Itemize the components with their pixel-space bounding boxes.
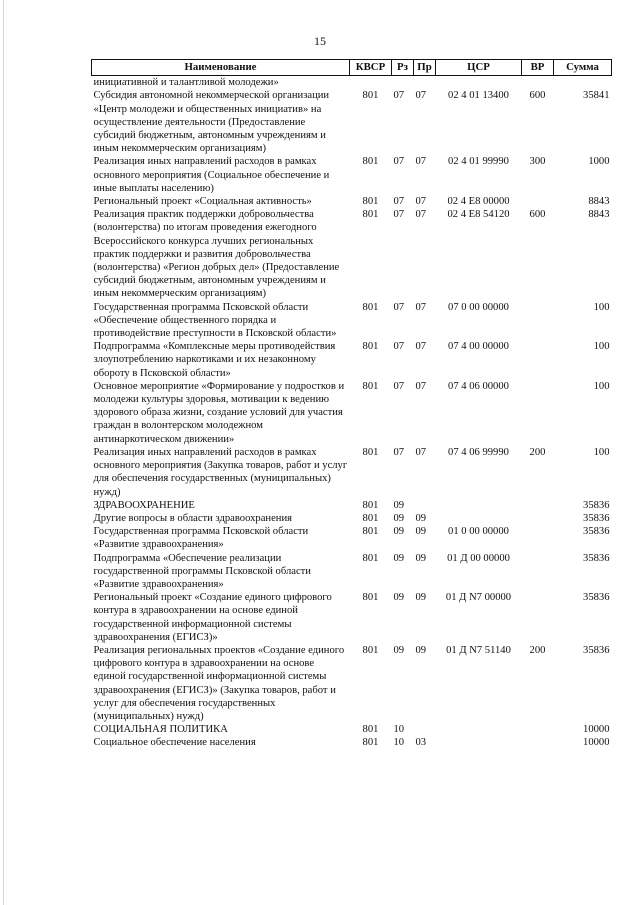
- row-sum: 35836: [583, 644, 610, 656]
- row-pr: 07: [415, 341, 427, 353]
- row-rz: 07: [393, 301, 405, 313]
- table-row: [92, 736, 612, 749]
- row-pr: 03: [415, 737, 427, 749]
- row-name: Подпрограмма «Комплексные меры противодействия злоупотреблению наркотиками и их незаконному обороту в Псковской области»: [93, 341, 336, 379]
- row-name: Социальное обеспечение населения: [93, 737, 256, 749]
- table-row: [92, 89, 612, 155]
- row-vr: [522, 340, 554, 380]
- row-sum: 10000: [583, 737, 610, 749]
- row-kvsr: 801: [362, 380, 379, 392]
- row-pr: 09: [415, 552, 427, 564]
- row-rz: 07: [393, 196, 405, 208]
- row-name: Реализация практик поддержки добровольчества (волонтерства) по итогам проведения ежегодного Всероссийского конкурса лучших региональных практик поддержки и развития добровольчества (волонтерства) «Регион добрых дел» (Предоставление субсидий бюджетным, автономным учреждениям и иным некоммерческим организациям): [93, 209, 340, 300]
- row-csr: 02 4 E8 54120: [447, 209, 510, 221]
- row-csr: 07 4 00 00000: [448, 341, 509, 353]
- row-vr: [522, 591, 554, 644]
- row-vr: [522, 723, 554, 736]
- row-csr: 01 Д 00 00000: [447, 552, 510, 564]
- row-rz: 09: [393, 592, 405, 604]
- row-vr: [522, 499, 554, 512]
- row-kvsr: 801: [362, 156, 379, 168]
- row-sum: 100: [593, 446, 610, 458]
- row-pr: 09: [415, 526, 427, 538]
- row-kvsr: 801: [362, 737, 379, 749]
- header-pr: Пр: [414, 60, 436, 76]
- header-csr: ЦСР: [436, 60, 522, 76]
- row-csr: 07 0 00 00000: [448, 301, 509, 313]
- row-sum: 10000: [583, 724, 610, 736]
- row-kvsr: 801: [362, 512, 379, 524]
- row-pr: 07: [415, 156, 427, 168]
- row-sum: 35836: [583, 526, 610, 538]
- row-csr: 02 4 01 13400: [448, 90, 509, 102]
- row-kvsr: 801: [362, 301, 379, 313]
- row-csr: [436, 76, 522, 90]
- row-sum: 8843: [588, 196, 610, 208]
- row-name: Государственная программа Псковской области «Развитие здравоохранения»: [93, 526, 309, 551]
- row-rz: 09: [393, 512, 405, 524]
- row-kvsr: 801: [362, 209, 379, 221]
- row-pr: 07: [415, 90, 427, 102]
- header-vr: ВР: [522, 60, 554, 76]
- row-kvsr: 801: [362, 526, 379, 538]
- row-csr: [436, 512, 522, 525]
- row-sum: [554, 76, 612, 90]
- row-rz: 07: [393, 90, 405, 102]
- row-rz: [392, 76, 414, 90]
- row-sum: 35836: [583, 552, 610, 564]
- row-vr: [522, 736, 554, 749]
- row-sum: 100: [593, 301, 610, 313]
- row-rz: 09: [393, 552, 405, 564]
- row-kvsr: 801: [362, 341, 379, 353]
- row-name: Государственная программа Псковской области «Обеспечение общественного порядка и противодействие преступности в Псковской области»: [93, 301, 337, 340]
- row-csr: 01 Д N7 51140: [446, 644, 511, 656]
- row-sum: 35836: [583, 499, 610, 511]
- row-sum: 35836: [583, 512, 610, 524]
- row-name: Другие вопросы в области здравоохранения: [93, 512, 292, 524]
- row-kvsr: [350, 76, 392, 90]
- row-name: СОЦИАЛЬНАЯ ПОЛИТИКА: [93, 724, 228, 736]
- row-vr: [522, 195, 554, 208]
- table-row: [92, 195, 612, 208]
- header-sum: Сумма: [554, 60, 612, 76]
- table-row: [92, 446, 612, 499]
- row-name: Региональный проект «Создание единого цифрового контура в здравоохранении на основе единой государственной информационной системы здравоохранения (ЕГИСЗ)»: [93, 592, 332, 643]
- row-vr: 600: [529, 209, 546, 221]
- budget-table: [91, 59, 612, 750]
- row-sum: 100: [593, 341, 610, 353]
- row-rz: 07: [393, 156, 405, 168]
- row-vr: [522, 525, 554, 551]
- row-pr: 07: [415, 446, 427, 458]
- table-row: [92, 155, 612, 195]
- row-csr: 07 4 06 99990: [448, 446, 509, 458]
- scan-margin-line: [3, 0, 4, 905]
- row-pr: 09: [415, 512, 427, 524]
- table-row: [92, 552, 612, 592]
- table-row: [92, 380, 612, 446]
- table-row: [92, 591, 612, 644]
- row-pr: 07: [415, 380, 427, 392]
- row-rz: 09: [393, 499, 405, 511]
- row-sum: 100: [593, 380, 610, 392]
- row-kvsr: 801: [362, 592, 379, 604]
- row-vr: [522, 512, 554, 525]
- row-rz: 07: [393, 209, 405, 221]
- row-name: Подпрограмма «Обеспечение реализации государственной программы Псковской области «Развитие здравоохранения»: [93, 552, 311, 590]
- row-sum: 35836: [583, 592, 610, 604]
- row-vr: 200: [529, 446, 546, 458]
- header-kvsr: КВСР: [350, 60, 392, 76]
- table-row: [92, 723, 612, 736]
- row-vr: [522, 552, 554, 592]
- row-csr: 07 4 06 00000: [448, 380, 509, 392]
- row-csr: [436, 723, 522, 736]
- table-row: [92, 512, 612, 525]
- row-name: Реализация иных направлений расходов в рамках основного мероприятия (Закупка товаров, работ и услуг для обеспечения государственных (муниципальных) нужд): [93, 446, 348, 498]
- row-name: Реализация региональных проектов «Создание единого цифрового контура в здравоохранении на основе единой государственной информационной системы здравоохранения (ЕГИСЗ)» (Закупка товаров, работ и услуг для обеспечения государственных (муниципальных) нужд): [93, 644, 345, 722]
- row-kvsr: 801: [362, 90, 379, 102]
- row-pr: [414, 499, 436, 512]
- row-vr: [522, 380, 554, 446]
- table-body: [92, 76, 612, 750]
- row-vr: 600: [529, 90, 546, 102]
- row-csr: 01 0 00 00000: [448, 526, 509, 538]
- row-pr: 07: [415, 209, 427, 221]
- row-pr: 09: [415, 644, 427, 656]
- header-rz: Рз: [392, 60, 414, 76]
- table-row: [92, 340, 612, 380]
- row-name: Субсидия автономной некоммерческой организации «Центр молодежи и общественных инициатив» на осуществление деятельности (Предоставление субсидий бюджетным, автономным учреждениям и иным некоммерческим организациям): [93, 90, 330, 155]
- row-vr: [522, 301, 554, 341]
- row-kvsr: 801: [362, 724, 379, 736]
- row-pr: 07: [415, 301, 427, 313]
- row-rz: 07: [393, 341, 405, 353]
- row-vr: 300: [529, 156, 546, 168]
- row-name: Реализация иных направлений расходов в рамках основного мероприятия (Социальное обеспечение и иные выплаты населению): [93, 156, 330, 194]
- row-rz: 07: [393, 446, 405, 458]
- row-name: инициативной и талантливой молодежи»: [93, 77, 279, 89]
- table-row: [92, 644, 612, 723]
- row-pr: [414, 723, 436, 736]
- table-row: [92, 499, 612, 512]
- table-row: [92, 76, 612, 90]
- table-row: [92, 301, 612, 341]
- row-rz: 10: [393, 724, 405, 736]
- row-rz: 09: [393, 644, 405, 656]
- row-vr: [522, 76, 554, 90]
- header-name: Наименование: [92, 60, 350, 76]
- row-kvsr: 801: [362, 446, 379, 458]
- table-row: [92, 208, 612, 300]
- row-csr: 02 4 E8 00000: [447, 196, 510, 208]
- row-sum: 1000: [588, 156, 610, 168]
- table-row: [92, 525, 612, 551]
- row-csr: [436, 736, 522, 749]
- row-sum: 8843: [588, 209, 610, 221]
- row-name: Региональный проект «Социальная активность»: [93, 196, 312, 208]
- row-pr: 09: [415, 592, 427, 604]
- row-rz: 10: [393, 737, 405, 749]
- page-number: 15: [314, 34, 326, 48]
- row-csr: 01 Д N7 00000: [445, 592, 512, 604]
- row-kvsr: 801: [362, 552, 379, 564]
- row-kvsr: 801: [362, 196, 379, 208]
- row-csr: 02 4 01 99990: [448, 156, 509, 168]
- table-header: [92, 60, 612, 76]
- row-rz: 09: [393, 526, 405, 538]
- row-pr: [414, 76, 436, 90]
- row-name: ЗДРАВООХРАНЕНИЕ: [93, 499, 195, 511]
- row-vr: 200: [529, 644, 546, 656]
- row-rz: 07: [393, 380, 405, 392]
- row-csr: [436, 499, 522, 512]
- row-kvsr: 801: [362, 644, 379, 656]
- row-sum: 35841: [583, 90, 610, 102]
- row-kvsr: 801: [362, 499, 379, 511]
- row-name: Основное мероприятие «Формирование у подростков и молодежи культуры здоровья, мотивации к ведению здорового образа жизни, создание условий для участия граждан в волонтерском молодежном антинаркотическом движении»: [93, 380, 345, 445]
- row-pr: 07: [415, 196, 427, 208]
